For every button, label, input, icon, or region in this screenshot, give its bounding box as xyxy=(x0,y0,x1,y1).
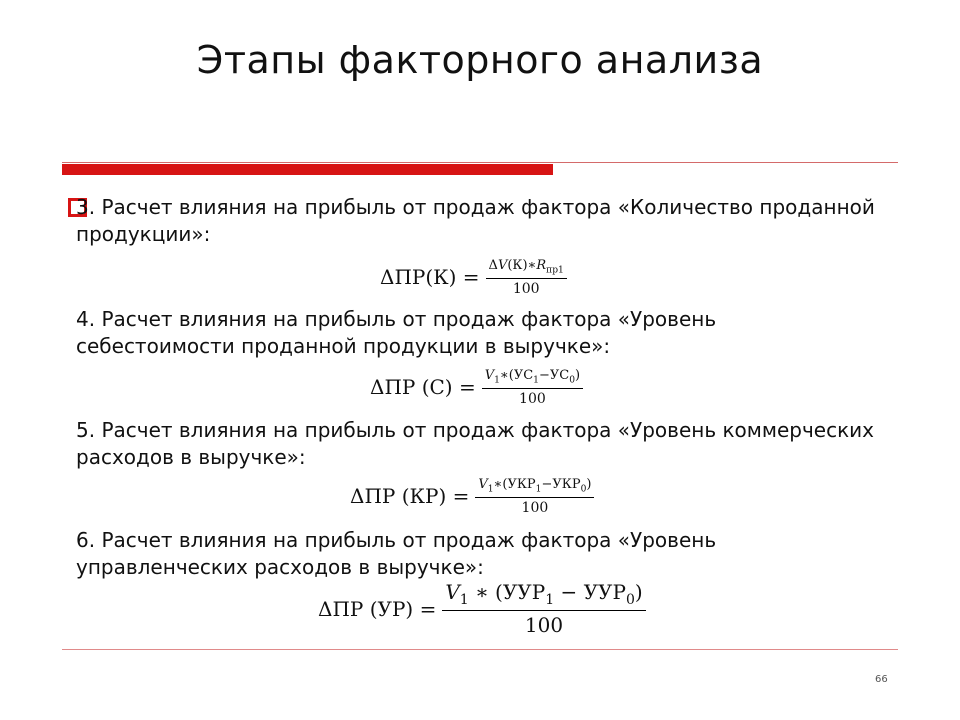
step-3-text: 3. Расчет влияния на прибыль от продаж фактора «Количество проданной продукции»: xyxy=(76,195,875,246)
formula-commercial-expenses xyxy=(350,477,594,516)
title-accent-bar xyxy=(62,164,553,175)
formula-numerator: $V_1∗(УС_1-УС_0)$ xyxy=(482,368,583,389)
formula-denominator: 100 xyxy=(524,613,564,637)
step-5-text: 5. Расчет влияния на прибыль от продаж фактора «Уровень коммерческих расходов в выручке»: xyxy=(76,418,874,469)
formula-numerator: $\Delta V(К)∗R_{пр1}$ xyxy=(486,258,567,279)
formula-quantity xyxy=(380,258,567,297)
formula-lhs: ΔПР (УР) = xyxy=(318,596,437,621)
formula-cost-level xyxy=(370,368,583,407)
slide-title: Этапы факторного анализа xyxy=(196,38,764,82)
page-number: 66 xyxy=(875,674,888,685)
title-divider-line xyxy=(62,162,898,163)
formula-denominator: 100 xyxy=(521,499,549,516)
formula-fraction xyxy=(482,368,583,407)
formula-lhs: ΔПР(К) = xyxy=(380,265,480,290)
formula-fraction xyxy=(475,477,594,516)
formula-admin-expenses xyxy=(318,580,646,637)
footer-divider-line xyxy=(62,649,898,650)
formula-numerator: $V_1$ ∗ $(УУР_1 - УУР_0)$ xyxy=(442,580,645,611)
formula-lhs: ΔПР (КР) = xyxy=(350,484,470,509)
step-4-text: 4. Расчет влияния на прибыль от продаж фактора «Уровень себестоимости проданной продукции в выручке»: xyxy=(76,307,717,358)
formula-fraction xyxy=(486,258,567,297)
step-6-text: 6. Расчет влияния на прибыль от продаж фактора «Уровень управленческих расходов в выручке»: xyxy=(76,528,717,579)
formula-lhs: ΔПР (С) = xyxy=(370,375,476,400)
formula-numerator: $V_1∗(УКР_1-УКР_0)$ xyxy=(475,477,594,498)
formula-denominator: 100 xyxy=(512,280,540,297)
formula-fraction xyxy=(442,580,645,637)
formula-denominator: 100 xyxy=(519,390,546,407)
